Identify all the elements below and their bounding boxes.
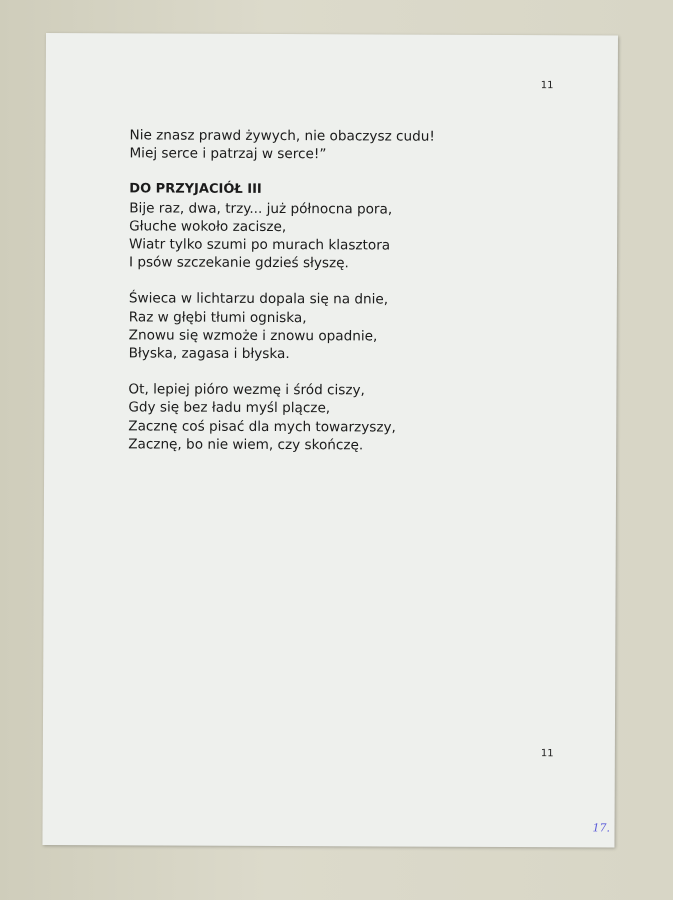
poem-line: Raz w głębi tłumi ogniska, — [128, 308, 307, 326]
stanza-3 — [129, 290, 549, 365]
stanza-gap — [129, 163, 549, 183]
stanza-gap — [129, 272, 549, 292]
poem-line: Świeca w lichtarzu dopala się na dnie, — [128, 290, 389, 308]
poem-line: Zacznę coś pisać dla mych towarzyszy, — [128, 418, 396, 436]
poem-line: Głuche wokoło zacisze, — [129, 218, 287, 235]
poem-line: Ot, lepiej pióro wezmę i śród ciszy, — [128, 381, 365, 399]
page-number-top: 11 — [540, 80, 554, 92]
poem-line: Wiatr tylko szumi po murach klasztora — [129, 236, 391, 254]
poem-heading: DO PRZYJACIÓŁ III — [129, 181, 262, 198]
stanza-1 — [129, 126, 549, 164]
document-page — [42, 33, 618, 847]
poem-text — [128, 126, 549, 455]
poem-line: I psów szczekanie gdzieś słyszę. — [128, 254, 349, 272]
handwritten-page-note: 17. — [592, 821, 611, 835]
poem-line: Miej serce i patrzaj w serce!” — [129, 145, 327, 163]
poem-line: Nie znasz prawd żywych, nie obaczysz cudu! — [129, 127, 435, 145]
stanza-gap — [128, 363, 548, 383]
stanza-2 — [129, 199, 549, 274]
page-number-bottom: 11 — [540, 748, 554, 760]
poem-line: Znowu się wzmoże i znowu opadnie, — [128, 327, 378, 345]
poem-line: Gdy się bez ładu myśl plącze, — [128, 399, 331, 417]
poem-line: Bije raz, dwa, trzy... już północna pora, — [129, 199, 393, 218]
poem-line: Zacznę, bo nie wiem, czy skończę. — [128, 436, 364, 454]
poem-line: Błyska, zagasa i błyska. — [128, 345, 290, 363]
stanza-4 — [128, 381, 548, 456]
